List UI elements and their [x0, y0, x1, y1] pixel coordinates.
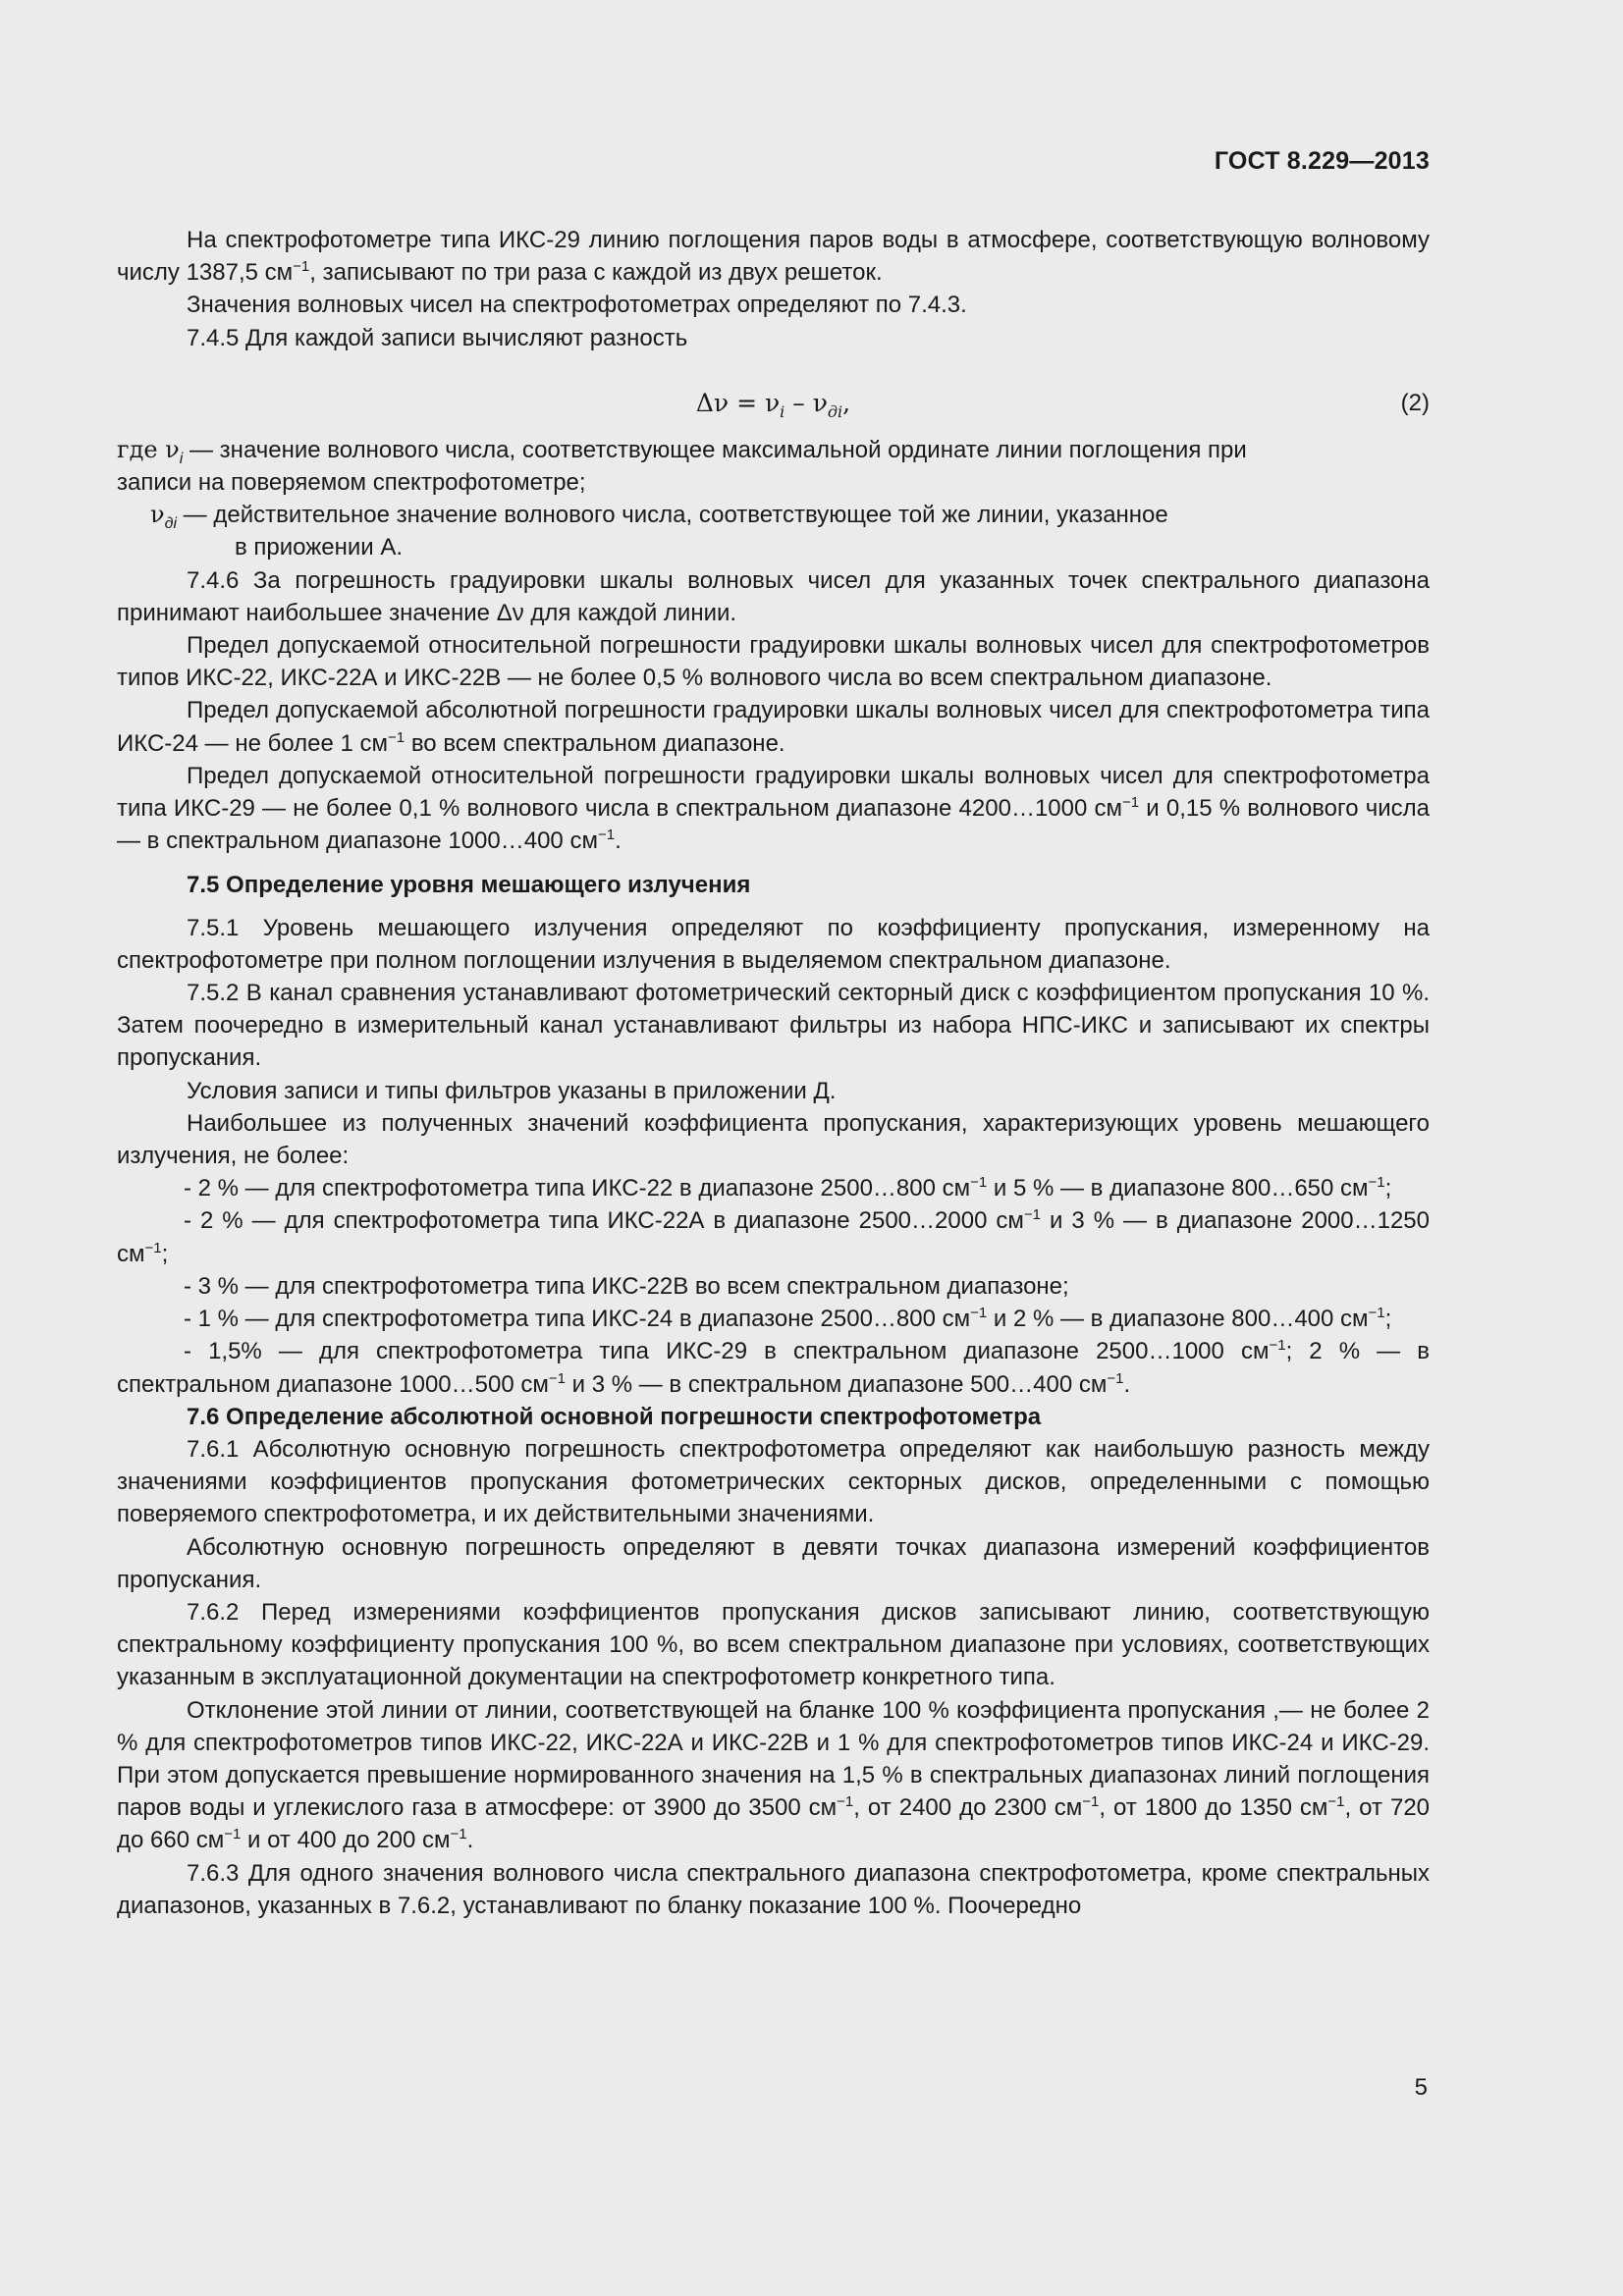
- paragraph: 7.6.1 Абсолютную основную погрешность спектрофотометра определяют как наибольшую разность между значениями коэффициентов пропускания фотометрических секторных дисков, определенными с помощью поверяемого спектрофотометра, и их действительными значениями.: [117, 1435, 1430, 1528]
- section-heading-7-5: 7.5 Определение уровня мешающего излучения: [187, 872, 751, 899]
- paragraph: На спектрофотометре типа ИКС-29 линию поглощения паров воды в атмосфере, соответствующую волновому числу 1387,5 $см^{-1}$, записывают по три раза с каждой из двух решеток.: [117, 227, 1430, 287]
- paragraph: Условия записи и типы фильтров указаны в приложении Д.: [187, 1077, 837, 1104]
- section-heading-7-6: 7.6 Определение абсолютной основной погрешности спектрофотометра: [187, 1403, 1042, 1430]
- paragraph: 7.6.3 Для одного значения волнового числа спектрального диапазона спектрофотометра, кроме спектральных диапазонов, указанных в 7.6.2, устанавливают по бланку показание 100 %. Поочередно: [117, 1859, 1430, 1919]
- document-id-header: ГОСТ 8.229—2013: [1214, 147, 1430, 175]
- paragraph: Предел допускаемой абсолютной погрешности градуировки шкалы волновых чисел для спектрофотометра типа ИКС-24 — не более 1 $см^{-1}$ во всем спектральном диапазоне.: [117, 697, 1430, 757]
- formula-2: [117, 387, 1430, 419]
- document-body: [117, 224, 1430, 1922]
- paragraph: Значения волновых чисел на спектрофотометрах определяют по 7.4.3.: [187, 292, 967, 319]
- paragraph: Предел допускаемой относительной погрешности градуировки шкалы волновых чисел для спектрофотометра типа ИКС-29 — не более 0,1 % волнового числа в спектральном диапазоне 4200…1000 $см^{-1}$ и 0,15 % волнового числа — в спектральном диапазоне 1000…400 $см^{-1}$.: [117, 762, 1430, 855]
- paragraph: 7.5.2 В канал сравнения устанавливают фотометрический секторный диск с коэффициентом пропускания 10 %. Затем поочередно в измерительный канал устанавливают фильтры из набора НПС-ИКС и записывают их спектры пропускания.: [117, 980, 1430, 1072]
- paragraph: 7.4.6 За погрешность градуировки шкалы волновых чисел для указанных точек спектрального диапазона принимают наибольшее значение Δν для каждой линии.: [117, 566, 1430, 626]
- list-item: - 3 % — для спектрофотометра типа ИКС-22В во всем спектральном диапазоне;: [184, 1272, 1069, 1300]
- paragraph: Отклонение этой линии от линии, соответствующей на бланке 100 % коэффициента пропускания ,— не более 2 % для спектрофотометров типов ИКС-22, ИКС-22А и ИКС-22В и 1 % для спектрофотометров типов ИКС-24 и ИКС-29. При этом допускается превышение нормированного значения на 1,5 % в спектральных диапазонах линий поглощения паров воды и углекислого газа в атмосфере: от 3900 до 3500 $см^{-1}$, от 2400 до 2300 $см^{-1}$, от 1800 до 1350 $см^{-1}$, от 720 до 660 $см^{-1}$ и от 400 до 200 $см^{-1}$.: [117, 1696, 1431, 1854]
- list-item: - 1,5% — для спектрофотометра типа ИКС-29 в спектральном диапазоне 2500…1000 $см^{-1}$; 2 % — в спектральном диапазоне 1000…500 $см^{-1}$ и 3 % — в спектральном диапазоне 500…400 $см^{-1}$.: [117, 1337, 1430, 1398]
- formula-expression: $\Delta\nu = \nu_i - \nu_{дi}$,: [695, 388, 851, 421]
- list-item: - 2 % — для спектрофотометра типа ИКС-22 в диапазоне 2500…800 $см^{-1}$ и 5 % — в диапазоне 800…650 $см^{-1}$;: [184, 1174, 1392, 1202]
- paragraph: 7.6.2 Перед измерениями коэффициентов пропускания дисков записывают линию, соответствующую спектральному коэффициенту пропускания 100 %, во всем спектральном диапазоне при условиях, соответствующих указанным в эксплуатационной документации на спектрофотометр конкретного типа.: [117, 1598, 1430, 1691]
- paragraph: 7.5.1 Уровень мешающего излучения определяют по коэффициенту пропускания, измеренному на спектрофотометре при полном поглощении излучения в выделяемом спектральном диапазоне.: [117, 914, 1430, 974]
- paragraph: Абсолютную основную погрешность определяют в девяти точках диапазона измерений коэффициентов пропускания.: [117, 1533, 1430, 1593]
- list-item: - 1 % — для спектрофотометра типа ИКС-24 в диапазоне 2500…800 $см^{-1}$ и 2 % — в диапазоне 800…400 $см^{-1}$;: [184, 1305, 1392, 1333]
- paragraph: Наибольшее из полученных значений коэффициента пропускания, характеризующих уровень мешающего излучения, не более:: [117, 1109, 1430, 1170]
- definition-nu-di: $\nu_{дi}$ — действительное значение волнового числа, соответствующее той же линии, указанное в приожении А.: [150, 501, 1168, 561]
- paragraph: 7.4.5 Для каждой записи вычисляют разность: [187, 324, 688, 351]
- formula-number: (2): [1400, 389, 1430, 416]
- definition-nu-i: где $\nu_i$ — значение волнового числа, соответствующее максимальной ординате линии поглощения при записи на поверяемом спектрофотометре;: [117, 435, 1247, 497]
- page-number: 5: [1414, 2074, 1428, 2101]
- paragraph: Предел допускаемой относительной погрешности градуировки шкалы волновых чисел для спектрофотометров типов ИКС-22, ИКС-22А и ИКС-22В — не более 0,5 % волнового числа во всем спектральном диапазоне.: [117, 632, 1430, 692]
- list-item: - 2 % — для спектрофотометра типа ИКС-22А в диапазоне 2500…2000 $см^{-1}$ и 3 % — в диапазоне 2000…1250 $см^{-1}$;: [117, 1206, 1431, 1267]
